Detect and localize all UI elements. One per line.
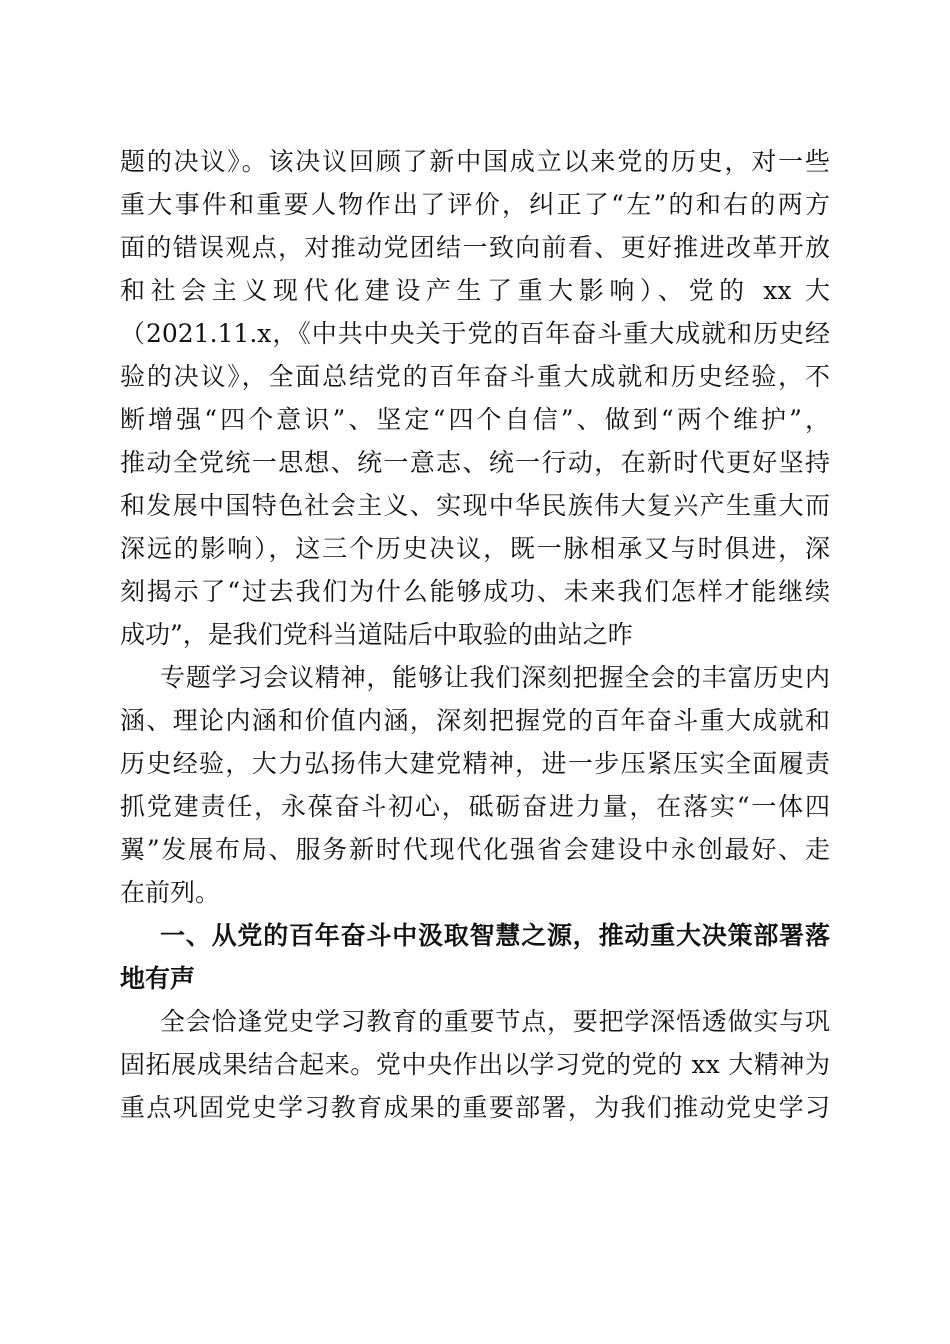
text-line: 断增强“四个意识”、坚定“四个自信”、做到“两个维护”， [120,405,830,434]
text-line: （2021.11.x，《中共中央关于党的百年奋斗重大成就和历史经 [120,319,830,348]
text-line: 翼”发展布局、服务新时代现代化强省会建设中永创最好、走 [120,835,830,864]
text-line: 在前列。 [120,878,221,907]
text-line: 深远的影响），这三个历史决议，既一脉相承又与时俱进，深 [120,534,830,563]
text-line: 专题学习会议精神，能够让我们深刻把握全会的丰富历史内 [160,663,830,692]
text-line: 历史经验，大力弘扬伟大建党精神，进一步压紧压实全面履责 [120,749,830,778]
text-line: 成功”，是我们党科当道陆后中取验的曲站之昨 [120,620,633,649]
text-line: 题的决议》。该决议回顾了新中国成立以来党的历史，对一些 [120,147,830,176]
text-line: 重点巩固党史学习教育成果的重要部署，为我们推动党史学习 [120,1093,830,1122]
text-line: 刻揭示了“过去我们为什么能够成功、未来我们怎样才能继续 [120,577,830,606]
text-line: 面的错误观点，对推动党团结一致向前看、更好推进改革开放 [120,233,830,262]
text-line: 固拓展成果结合起来。党中央作出以学习党的党的 xx 大精神为 [120,1050,830,1079]
text-line: 验的决议》，全面总结党的百年奋斗重大成就和历史经验，不 [120,362,830,391]
text-line: 和发展中国特色社会主义、实现中华民族伟大复兴产生重大而 [120,491,830,520]
text-line: 全会恰逢党史学习教育的重要节点，要把学深悟透做实与巩 [160,1007,830,1036]
section-heading: 一、从党的百年奋斗中汲取智慧之源，推动重大决策部署落 [160,921,830,950]
text-line: 推动全党统一思想、统一意志、统一行动，在新时代更好坚持 [120,448,830,477]
text-line: 抓党建责任，永葆奋斗初心，砥砺奋进力量，在落实“一体四 [120,792,830,821]
text-line: 涵、理论内涵和价值内涵，深刻把握党的百年奋斗重大成就和 [120,706,830,735]
text-line: 和社会主义现代化建设产生了重大影响）、党的 xx 大 [120,276,830,305]
section-heading: 地有声 [120,964,196,993]
text-line: 重大事件和重要人物作出了评价，纠正了“左”的和右的两方 [120,190,830,219]
